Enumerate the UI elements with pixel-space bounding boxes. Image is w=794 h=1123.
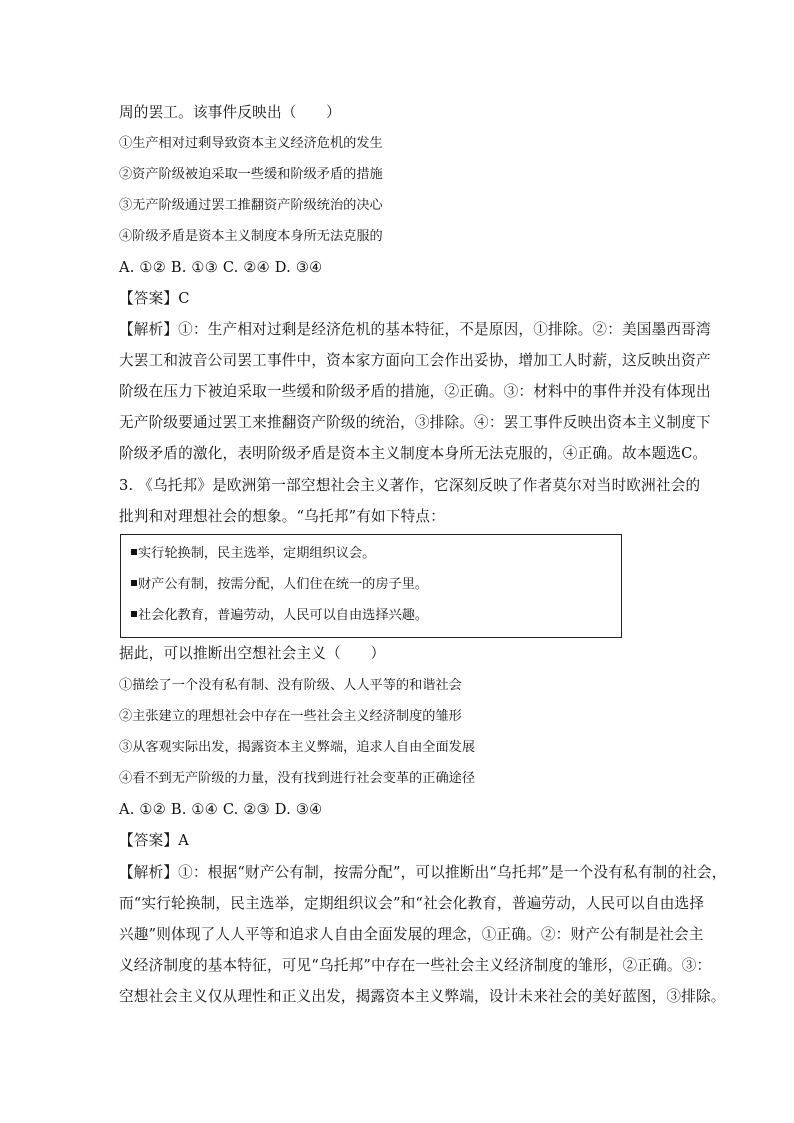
q3-analysis-line: 而“实行轮换制，民主选举，定期组织议会”和“社会化教育，普遍劳动，人民可以自由选择 — [119, 895, 705, 912]
q3-analysis-line: 义经济制度的基本特征，可见“乌托邦”中存在一些社会主义经济制度的雏形，②正确。③： — [119, 957, 712, 974]
bullet-square-icon — [131, 580, 137, 586]
q2-analysis-line: 阶级在压力下被迫采取一些缓和阶级矛盾的措施，②正确。③：材料中的事件并没有体现出 — [119, 383, 711, 400]
material-box — [120, 534, 622, 638]
answer-label: 【答案】 — [119, 290, 179, 307]
box-item-text: 财产公有制，按需分配，人们住在统一的房子里。 — [138, 577, 429, 592]
q3-answer — [119, 832, 189, 850]
q3-analysis-line: 空想社会主义仅从理性和正义出发，揭露资本主义弊端，设计未来社会的美好蓝图，③排除。 — [119, 988, 726, 1005]
q2-analysis-line: 【解析】①：生产相对过剩是经济危机的基本特征，不是原因，①排除。②：美国墨西哥湾 — [119, 321, 711, 338]
box-item — [131, 607, 428, 625]
q2-answer — [119, 290, 190, 308]
answer-value: A — [178, 832, 189, 849]
q2-option-1: ①生产相对过剩导致资本主义经济危机的发生 — [119, 136, 383, 151]
answer-label: 【答案】 — [119, 832, 179, 849]
q3-option-1: ①描绘了一个没有私有制、没有阶级、人人平等的和谐社会 — [119, 678, 462, 693]
q3-option-2: ②主张建立的理想社会中存在一些社会主义经济制度的雏形 — [119, 709, 462, 724]
q2-option-2: ②资产阶级被迫采取一些缓和阶级矛盾的措施 — [119, 167, 383, 182]
box-item-text: 实行轮换制，民主选举，定期组织议会。 — [138, 546, 376, 561]
q2-option-3: ③无产阶级通过罢工推翻资产阶级统治的决心 — [119, 198, 383, 213]
q3-choices: A. ①② B. ①④ C. ②③ D. ③④ — [119, 801, 323, 818]
q2-stem-end: 周的罢工。该事件反映出（ ） — [119, 104, 341, 121]
box-item — [131, 576, 428, 594]
bullet-square-icon — [131, 611, 137, 617]
q2-choices: A. ①② B. ①③ C. ②④ D. ③④ — [119, 259, 323, 276]
bullet-square-icon — [131, 549, 137, 555]
q2-analysis-line: 大罢工和波音公司罢工事件中，资本家方面向工会作出妥协，增加工人时薪，这反映出资产 — [119, 352, 711, 369]
box-item — [131, 545, 375, 563]
q3-analysis-line: 兴趣”则体现了人人平等和追求人自由全面发展的理念，①正确。②：财产公有制是社会主 — [119, 926, 704, 943]
q3-analysis-line: 【解析】①：根据“财产公有制，按需分配”，可以推断出“乌托邦”是一个没有私有制的社会， — [119, 864, 727, 881]
q2-option-4: ④阶级矛盾是资本主义制度本身所无法克服的 — [119, 229, 383, 244]
q3-stem-line: 批判和对理想社会的想象。“乌托邦”有如下特点： — [119, 508, 445, 525]
q3-stem-line: 3. 《乌托邦》是欧洲第一部空想社会主义著作，它深刻反映了作者莫尔对当时欧洲社会的 — [119, 477, 701, 494]
q2-analysis-line: 阶级矛盾的激化，表明阶级矛盾是资本主义制度本身所无法克服的，④正确。故本题选C。 — [119, 445, 708, 462]
answer-value: C — [178, 290, 190, 307]
q2-analysis-line: 无产阶级要通过罢工来推翻资产阶级的统治，③排除。④：罢工事件反映出资本主义制度下 — [119, 414, 711, 431]
q3-prompt: 据此，可以推断出空想社会主义（ ） — [119, 645, 386, 662]
q3-option-3: ③从客观实际出发，揭露资本主义弊端，追求人自由全面发展 — [119, 740, 476, 755]
box-item-text: 社会化教育，普遍劳动，人民可以自由选择兴趣。 — [138, 608, 429, 623]
q3-option-4: ④看不到无产阶级的力量，没有找到进行社会变革的正确途径 — [119, 771, 476, 786]
